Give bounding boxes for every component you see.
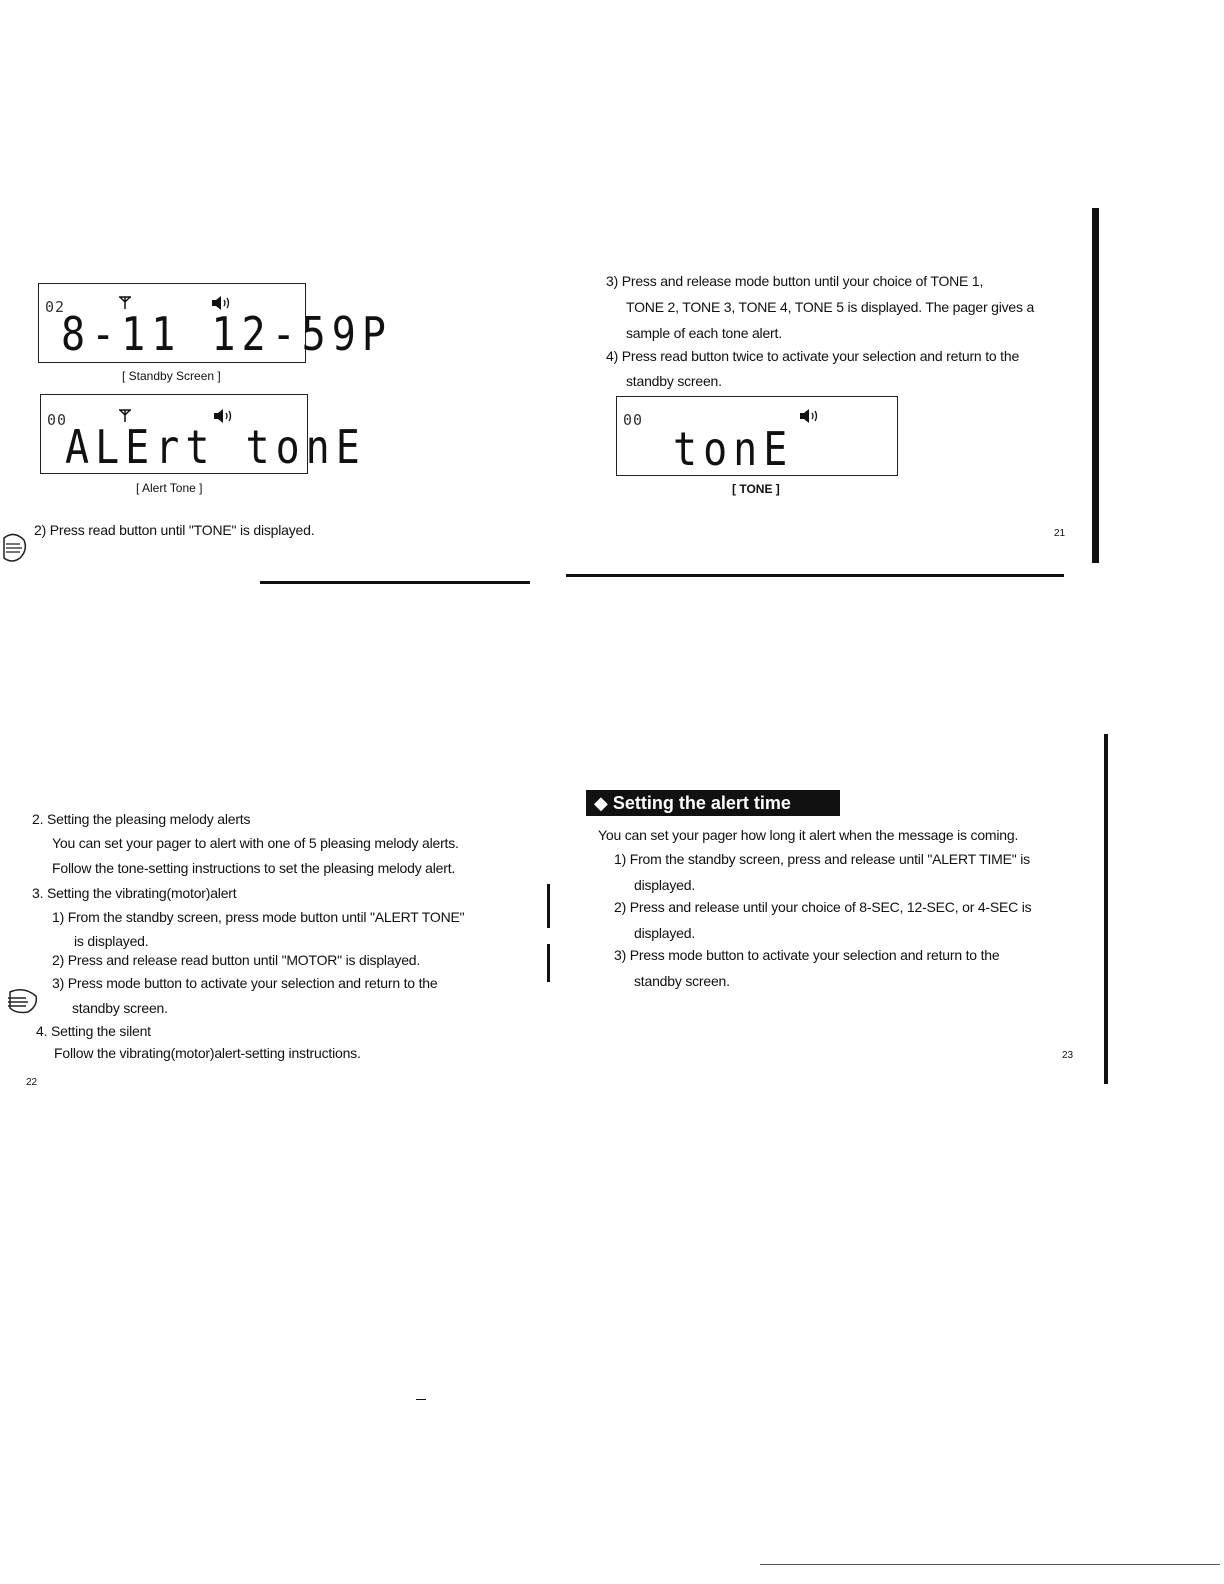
lcd-counter: 02 xyxy=(45,298,66,316)
step3-line2: TONE 2, TONE 3, TONE 4, TONE 5 is displayed. The pager gives a xyxy=(626,299,1035,315)
item3-step1-line1: 1) From the standby screen, press mode button until "ALERT TONE" xyxy=(52,909,465,925)
item3-step2: 2) Press and release read button until "MOTOR" is displayed. xyxy=(52,952,421,968)
standby-screen-caption: [ Standby Screen ] xyxy=(122,369,221,383)
item3-step1-line2: is displayed. xyxy=(74,933,149,949)
lcd-counter: 00 xyxy=(623,411,644,429)
item3-step3-line1: 3) Press mode button to activate your selection and return to the xyxy=(52,975,438,991)
item4-title: 4. Setting the silent xyxy=(36,1023,151,1039)
step4-line2: standby screen. xyxy=(626,373,722,389)
lcd-counter: 00 xyxy=(47,411,68,429)
item3-title: 3. Setting the vibrating(motor)alert xyxy=(32,885,237,901)
lcd-segment-text: 8-11 12-59P xyxy=(61,308,392,362)
page-number-23: 23 xyxy=(1062,1050,1074,1061)
alert-tone-caption: [ Alert Tone ] xyxy=(136,481,203,495)
section-heading-alert-time: ◆ Setting the alert time xyxy=(586,790,840,816)
lcd-segment-text: tonE xyxy=(673,423,794,477)
item4-line1: Follow the vibrating(motor)alert-setting instructions. xyxy=(54,1045,361,1061)
binding-mark xyxy=(547,944,550,982)
tone-lcd xyxy=(616,396,898,476)
alert-time-step3-line2: standby screen. xyxy=(634,973,730,989)
step3-line1: 3) Press and release mode button until your choice of TONE 1, xyxy=(606,273,984,289)
item2-title: 2. Setting the pleasing melody alerts xyxy=(32,811,251,827)
hand-pointer-icon xyxy=(0,528,30,568)
scan-mark xyxy=(416,1399,426,1400)
hand-pointer-icon xyxy=(6,986,40,1016)
page-edge-bar xyxy=(1104,734,1108,1084)
alert-time-step1-line1: 1) From the standby screen, press and release until "ALERT TIME" is xyxy=(614,851,1030,867)
standby-screen-lcd xyxy=(38,283,392,363)
item3-step3-line2: standby screen. xyxy=(72,1000,168,1016)
binding-mark xyxy=(547,884,550,928)
lcd-segment-text: ALErt tonE xyxy=(65,421,366,475)
alert-time-step2-line1: 2) Press and release until your choice of 8-SEC, 12-SEC, or 4-SEC is xyxy=(614,899,1032,915)
step3-line3: sample of each tone alert. xyxy=(626,325,782,341)
alert-time-step2-line2: displayed. xyxy=(634,925,696,941)
step-press-read-tone: 2) Press read button until "TONE" is displayed. xyxy=(34,522,315,538)
page-edge-bar xyxy=(1092,208,1099,563)
alert-time-step3-line1: 3) Press mode button to activate your selection and return to the xyxy=(614,947,1000,963)
page-number-21: 21 xyxy=(1054,528,1066,539)
alert-tone-lcd xyxy=(40,394,366,475)
divider xyxy=(260,581,530,584)
speaker-icon xyxy=(799,409,821,423)
tone-caption: [ TONE ] xyxy=(732,482,780,496)
page-bottom-rule xyxy=(760,1564,1220,1565)
divider xyxy=(566,574,1064,577)
item2-line1: You can set your pager to alert with one of 5 pleasing melody alerts. xyxy=(52,835,459,851)
step4-line1: 4) Press read button twice to activate your selection and return to the xyxy=(606,348,1020,364)
alert-time-step1-line2: displayed. xyxy=(634,877,696,893)
item2-line2: Follow the tone-setting instructions to set the pleasing melody alert. xyxy=(52,860,456,876)
alert-time-intro: You can set your pager how long it alert when the message is coming. xyxy=(598,827,1019,843)
page-number-22: 22 xyxy=(26,1077,38,1088)
